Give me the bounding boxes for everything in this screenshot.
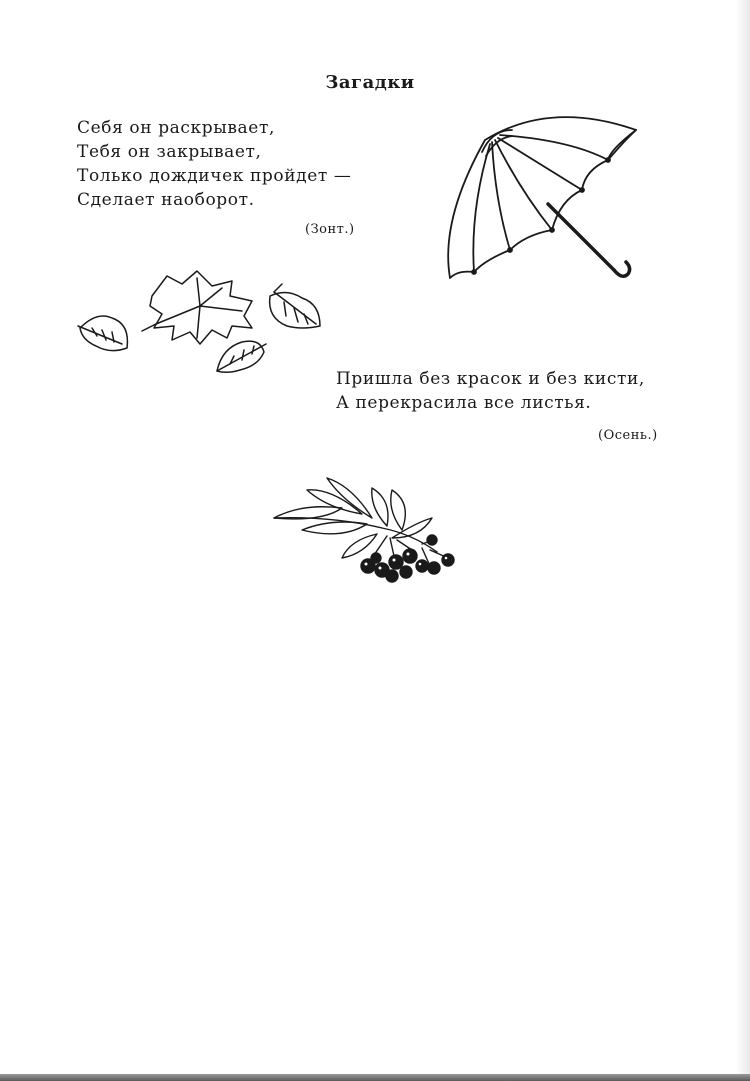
- riddle-line: Тебя он закрывает,: [77, 142, 262, 162]
- scan-bottom-edge: [0, 1074, 750, 1081]
- riddle-umbrella: [77, 116, 351, 212]
- riddle-answer-autumn: (Осень.): [598, 428, 658, 443]
- umbrella-icon: [440, 100, 650, 290]
- page-title: Загадки: [325, 72, 415, 93]
- riddle-line: Сделает наоборот.: [77, 190, 255, 210]
- riddle-line: Себя он раскрывает,: [77, 118, 275, 138]
- rowan-branch-icon: [272, 478, 467, 588]
- page-edge-shadow: [736, 0, 750, 1074]
- riddle-line: Только дождичек пройдет —: [77, 166, 352, 186]
- riddle-line: Пришла без красок и без кисти,: [336, 369, 645, 389]
- riddle-answer-umbrella: (Зонт.): [305, 222, 355, 237]
- riddle-line: А перекрасила все листья.: [336, 393, 592, 413]
- autumn-leaves-icon: [72, 266, 327, 381]
- riddle-autumn: [336, 367, 645, 415]
